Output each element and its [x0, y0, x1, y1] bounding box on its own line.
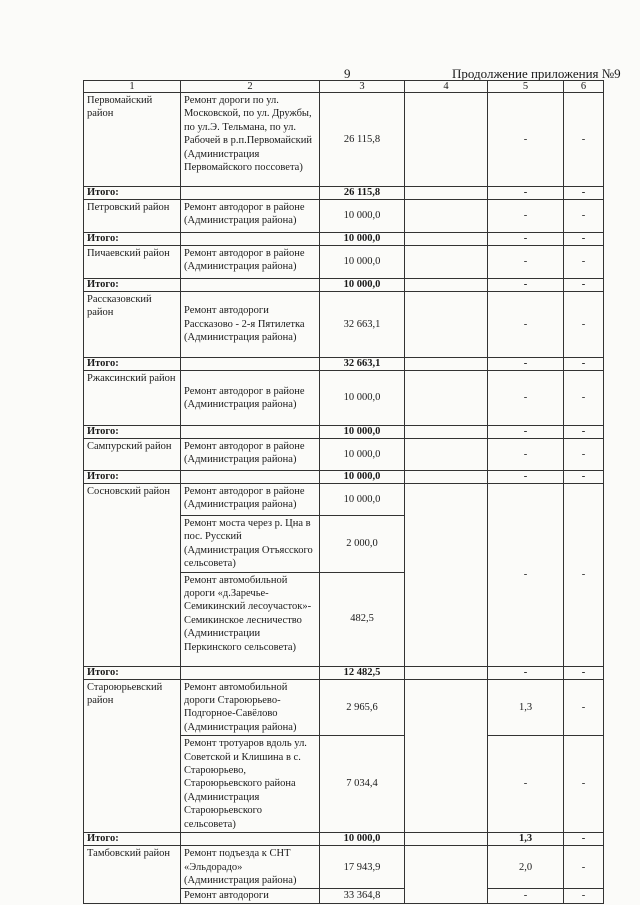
total-label: Итого: [84, 187, 181, 200]
col5-cell: - [488, 889, 564, 903]
col4-cell [405, 484, 488, 667]
col6-cell: - [564, 736, 604, 833]
col5-cell: - [488, 426, 564, 439]
total-sum: 10 000,0 [320, 471, 405, 484]
table-row [84, 679, 604, 736]
table-row [84, 846, 604, 889]
col5-cell: - [488, 439, 564, 471]
district-cell: Рассказовский район [84, 292, 181, 358]
column-header-row [84, 81, 604, 93]
total-sum: 10 000,0 [320, 233, 405, 246]
total-label: Итого: [84, 426, 181, 439]
col4-cell [405, 666, 488, 679]
table-row [84, 200, 604, 233]
district-cell: Ржаксинский район [84, 371, 181, 426]
work-cell: Ремонт автодорог в районе (Администрация района) [181, 246, 320, 279]
col5-cell: - [488, 484, 564, 667]
total-sum: 12 482,5 [320, 666, 405, 679]
col6-cell: - [564, 233, 604, 246]
col4-cell [405, 187, 488, 200]
total-row [84, 833, 604, 846]
col6-cell: - [564, 371, 604, 426]
work-cell [181, 471, 320, 484]
col5-cell: 2,0 [488, 846, 564, 889]
sum-cell: 10 000,0 [320, 484, 405, 516]
col4-cell [405, 679, 488, 832]
col5-cell: 1,3 [488, 833, 564, 846]
col6-cell: - [564, 246, 604, 279]
col6-cell: - [564, 426, 604, 439]
col4-cell [405, 292, 488, 358]
total-row [84, 666, 604, 679]
work-cell: Ремонт автомобильной дороги «д.Заречье-Семикинский лесоучасток»-Семикинское лесничество (Администрации Перкинского сельсовета) [181, 572, 320, 666]
table-row [84, 246, 604, 279]
sum-cell: 10 000,0 [320, 439, 405, 471]
col6-cell: - [564, 93, 604, 187]
col6-cell: - [564, 439, 604, 471]
col5-cell: - [488, 187, 564, 200]
col6-cell: - [564, 889, 604, 903]
column-header: 3 [320, 81, 405, 93]
col6-cell: - [564, 679, 604, 736]
work-cell [181, 426, 320, 439]
col5-cell: - [488, 371, 564, 426]
district-cell: Петровский район [84, 200, 181, 233]
work-cell: Ремонт автодороги Рассказово - 2-я Пятилетка (Администрация района) [181, 292, 320, 358]
col5-cell: - [488, 279, 564, 292]
work-cell [181, 358, 320, 371]
sum-cell: 2 965,6 [320, 679, 405, 736]
work-cell: Ремонт автодороги [181, 889, 320, 903]
work-cell: Ремонт автодорог в районе (Администрация района) [181, 484, 320, 516]
table-row [84, 292, 604, 358]
appendix-continuation-title: Продолжение приложения №9 [452, 66, 621, 81]
col4-cell [405, 358, 488, 371]
col4-cell [405, 846, 488, 904]
total-label: Итого: [84, 279, 181, 292]
work-cell: Ремонт автодорог в районе (Администрация района) [181, 371, 320, 426]
col4-cell [405, 426, 488, 439]
financing-table [83, 80, 604, 904]
table-row [84, 93, 604, 187]
col6-cell: - [564, 833, 604, 846]
col6-cell: - [564, 358, 604, 371]
col6-cell: - [564, 292, 604, 358]
work-cell: Ремонт автодорог в районе (Администрация района) [181, 439, 320, 471]
district-cell: Староюрьевский район [84, 679, 181, 832]
district-cell: Тамбовский район [84, 846, 181, 904]
sum-cell: 10 000,0 [320, 246, 405, 279]
sum-cell: 2 000,0 [320, 516, 405, 573]
total-sum: 10 000,0 [320, 279, 405, 292]
work-cell: Ремонт тротуаров вдоль ул. Советской и Клишина в с. Староюрьево, Староюрьевского района (Администрация Староюрьевского сельсовета) [181, 736, 320, 833]
sum-cell: 10 000,0 [320, 200, 405, 233]
sum-cell: 26 115,8 [320, 93, 405, 187]
column-header: 2 [181, 81, 320, 93]
total-row [84, 187, 604, 200]
col6-cell: - [564, 187, 604, 200]
col5-cell: - [488, 246, 564, 279]
table-row [84, 484, 604, 516]
column-header: 4 [405, 81, 488, 93]
work-cell: Ремонт подъезда к СНТ «Эльдорадо» (Администрация района) [181, 846, 320, 889]
total-label: Итого: [84, 666, 181, 679]
work-cell [181, 666, 320, 679]
district-cell: Первомайский район [84, 93, 181, 187]
total-sum: 10 000,0 [320, 426, 405, 439]
col4-cell [405, 93, 488, 187]
page-number: 9 [344, 66, 351, 81]
total-sum: 26 115,8 [320, 187, 405, 200]
total-row [84, 358, 604, 371]
total-sum: 32 663,1 [320, 358, 405, 371]
col6-cell: - [564, 666, 604, 679]
total-label: Итого: [84, 471, 181, 484]
table-row [84, 439, 604, 471]
col4-cell [405, 200, 488, 233]
work-cell: Ремонт автодорог в районе (Администрация района) [181, 200, 320, 233]
col5-cell: - [488, 292, 564, 358]
col4-cell [405, 279, 488, 292]
column-header: 5 [488, 81, 564, 93]
column-header: 1 [84, 81, 181, 93]
col6-cell: - [564, 471, 604, 484]
work-cell: Ремонт дороги по ул. Московской, по ул. Дружбы, по ул.Э. Тельмана, по ул. Рабочей в р.п.Первомайский (Администрация Первомайского поссовета) [181, 93, 320, 187]
col4-cell [405, 233, 488, 246]
col6-cell: - [564, 279, 604, 292]
district-cell: Сосновский район [84, 484, 181, 667]
col4-cell [405, 439, 488, 471]
col6-cell: - [564, 200, 604, 233]
work-cell [181, 233, 320, 246]
work-cell: Ремонт автомобильной дороги Староюрьево-Подгорное-Савёлово (Администрация района) [181, 679, 320, 736]
sum-cell: 32 663,1 [320, 292, 405, 358]
col4-cell [405, 471, 488, 484]
col4-cell [405, 833, 488, 846]
col6-cell: - [564, 484, 604, 667]
sum-cell: 7 034,4 [320, 736, 405, 833]
col5-cell: - [488, 93, 564, 187]
work-cell [181, 833, 320, 846]
total-row [84, 233, 604, 246]
total-sum: 10 000,0 [320, 833, 405, 846]
sum-cell: 17 943,9 [320, 846, 405, 889]
total-row [84, 279, 604, 292]
col5-cell: - [488, 358, 564, 371]
col5-cell: - [488, 471, 564, 484]
col5-cell: - [488, 200, 564, 233]
col6-cell: - [564, 846, 604, 889]
total-label: Итого: [84, 833, 181, 846]
work-cell [181, 279, 320, 292]
total-label: Итого: [84, 233, 181, 246]
col4-cell [405, 246, 488, 279]
total-row [84, 471, 604, 484]
sum-cell: 10 000,0 [320, 371, 405, 426]
col5-cell: - [488, 736, 564, 833]
total-row [84, 426, 604, 439]
col5-cell: 1,3 [488, 679, 564, 736]
table-row [84, 371, 604, 426]
district-cell: Пичаевский район [84, 246, 181, 279]
sum-cell: 33 364,8 [320, 889, 405, 903]
sum-cell: 482,5 [320, 572, 405, 666]
col5-cell: - [488, 233, 564, 246]
total-label: Итого: [84, 358, 181, 371]
district-cell: Сампурский район [84, 439, 181, 471]
col4-cell [405, 371, 488, 426]
column-header: 6 [564, 81, 604, 93]
work-cell [181, 187, 320, 200]
col5-cell: - [488, 666, 564, 679]
work-cell: Ремонт моста через р. Цна в пос. Русский (Администрация Отъясского сельсовета) [181, 516, 320, 573]
